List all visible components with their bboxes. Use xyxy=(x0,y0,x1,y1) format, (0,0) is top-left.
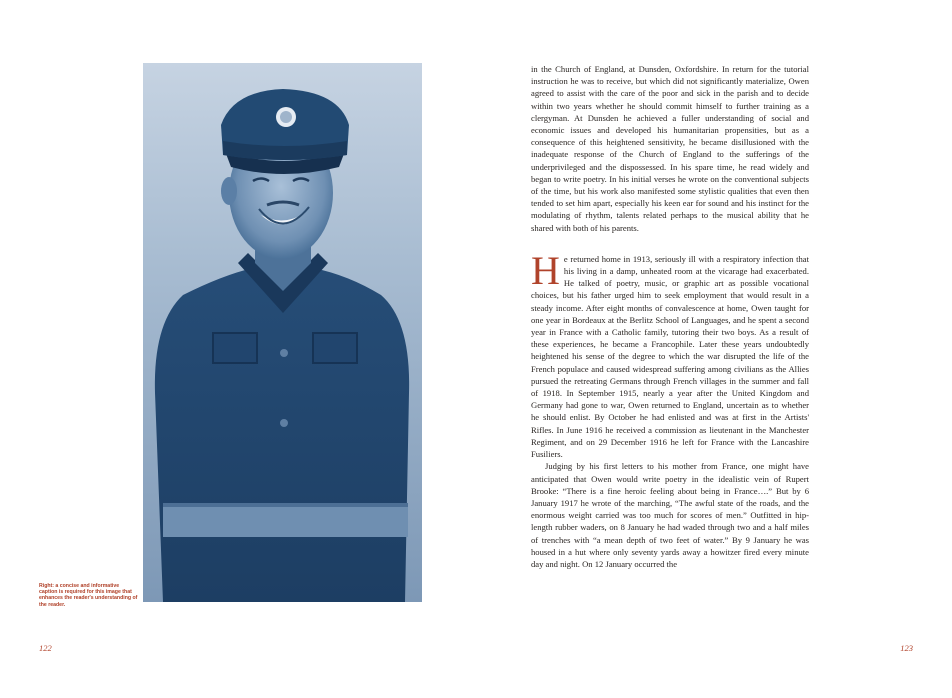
body-paragraph-2-text: e returned home in 1913, seriously ill with a respiratory infection that his living in a damp, unheated room at the vicarage had exacerbated. He talked of poetry, music, or graphic art as possible vocational choices, but his father urged him to seek employment that would result in a steady income. After eight months of convalescence at home, Owen taught for one year in Bordeaux at the Berlitz School of Languages, and he spent a second year in France with a Catholic family, tutoring their two boys. As a result of these experiences, he became a Francophile. Later these years undoubtedly heightened his sense of the degree to which the war disrupted the life of the French populace and caused widespread suffering among civilians as the Allies pursued the retreating Germans through French villages in the summer and fall of 1918. In September 1915, nearly a year after the United Kingdom and Germany had gone to war, Owen returned to England, uncertain as to whether he should enlist. By October he had enlisted and was at first in the Artists' Rifles. In June 1916 he received a commission as lieutenant in the Manchester Regiment, and on 29 December 1916 he left for France with the Lancashire Fusiliers. xyxy=(531,253,809,460)
page-number-left: 122 xyxy=(39,643,52,653)
portrait-photo xyxy=(143,63,422,602)
page-number-right: 123 xyxy=(900,643,913,653)
photo-caption: Right: a concise and informative caption is required for this image that enhances the reader's understanding of the reader. xyxy=(39,583,138,608)
body-text-column xyxy=(531,63,809,570)
body-paragraph-1: in the Church of England, at Dunsden, Oxfordshire. In return for the tutorial instruction he was to receive, but which did not significantly materialize, Owen agreed to assist with the care of the poor and sick in the parish and to decide within two years whether he should commit himself to further training as a clergyman. At Dunsden he achieved a fuller understanding of social and economic issues and developed his humanitarian propensities, but as a consequence of this heightened sensitivity, he became disillusioned with the inadequate response of the Church of England to the sufferings of the underprivileged and the dispossessed. In his spare time, he read widely and began to write poetry. In his initial verses he wrote on the conventional subjects of the time, but his work also manifested some stylistic qualities that even then tended to set him apart, especially his keen ear for sound and his instinct for the modulating of rhythm, talents related perhaps to the musical ability that he shared with both of his parents. xyxy=(531,64,809,233)
body-paragraph-2 xyxy=(531,247,809,460)
body-paragraph-3: Judging by his first letters to his mother from France, one might have anticipated that Owen would write poetry in the idealistic vein of Rupert Brooke: “There is a fine heroic feeling about being in France….” But by 6 January 1917 he wrote of the marching, “The awful state of the roads, and the enormous weight carried was too much for scores of men.” Outfitted in hip-length rubber waders, on 8 January he had waded through two and a half miles of trenches with “a mean depth of two feet of water.” By 9 January he was housed in a hut where only seventy yards away a howitzer fired every minute day and night. On 12 January occurred the xyxy=(531,461,809,569)
drop-cap: H xyxy=(531,247,560,293)
soldier-portrait-image xyxy=(143,63,422,602)
